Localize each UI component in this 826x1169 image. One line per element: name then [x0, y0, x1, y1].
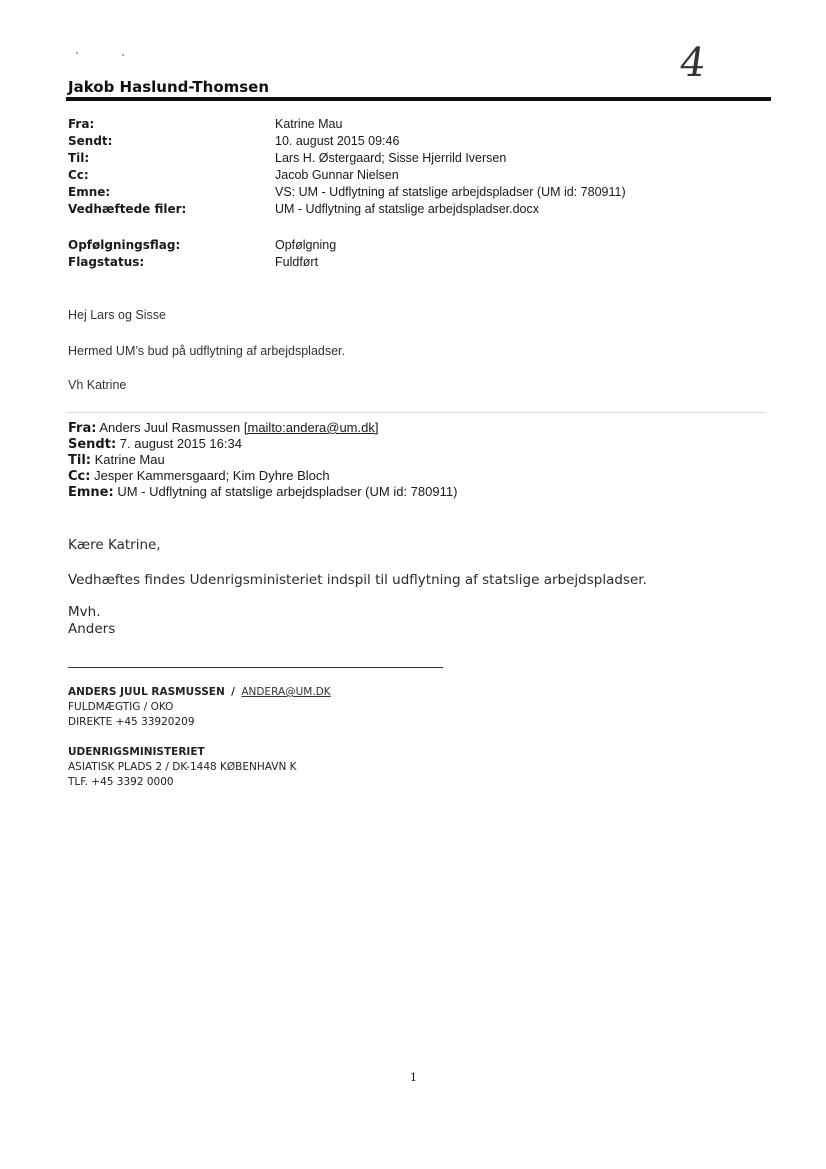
header-value: Opfølgning	[275, 238, 337, 252]
signature-email-link[interactable]: ANDERA@UM.DK	[241, 686, 331, 698]
header-row-cc	[68, 168, 768, 186]
forwarded-label: Sendt:	[68, 437, 117, 452]
signature-name: ANDERS JUUL RASMUSSEN	[68, 686, 225, 698]
signature-title: FULDMÆGTIG / OKO	[68, 701, 174, 713]
forwarded-label: Cc:	[68, 469, 91, 484]
attachment-link[interactable]: UM - Udflytning af statslige arbejdspladser.docx	[275, 202, 540, 216]
message-signoff: Anders	[68, 621, 116, 637]
forwarded-from	[68, 420, 378, 436]
header-row-followup-flag	[68, 238, 768, 256]
message-closing: Mvh.	[68, 604, 101, 620]
forwarded-label: Emne:	[68, 485, 114, 500]
header-value: VS: UM - Udflytning af statslige arbejdspladser (UM id: 780911)	[275, 185, 626, 199]
handwritten-page-mark: 4	[676, 40, 709, 86]
header-row-sent	[68, 134, 768, 152]
header-label: Sendt:	[68, 134, 113, 148]
signature-direct-phone: DIREKTE +45 33920209	[68, 716, 195, 728]
header-row-flag-status	[68, 255, 768, 273]
mailbox-owner-name: Jakob Haslund-Thomsen	[68, 78, 270, 96]
header-label: Vedhæftede filer:	[68, 202, 187, 216]
signature-org-name: UDENRIGSMINISTERIET	[68, 746, 205, 758]
separator	[66, 412, 766, 413]
body-closing: Vh Katrine	[68, 378, 127, 392]
signature-phone: TLF. +45 3392 0000	[68, 776, 174, 788]
forwarded-label: Fra:	[68, 421, 97, 436]
signature-name-row	[68, 686, 331, 698]
header-value: 10. august 2015 09:46	[275, 134, 400, 148]
forwarded-value: UM - Udflytning af statslige arbejdspladser (UM id: 780911)	[117, 484, 458, 499]
header-label: Flagstatus:	[68, 255, 145, 269]
signature-address: ASIATISK PLADS 2 / DK-1448 KØBENHAVN K	[68, 761, 297, 773]
header-value: Katrine Mau	[275, 117, 343, 131]
header-value: Jacob Gunnar Nielsen	[275, 168, 399, 182]
signature-rule	[68, 667, 443, 668]
header-row-to	[68, 151, 768, 169]
forwarded-value: Katrine Mau	[94, 452, 165, 467]
header-value: Fuldført	[275, 255, 319, 269]
body-greeting: Hej Lars og Sisse	[68, 308, 166, 322]
forwarded-value: Jesper Kammersgaard; Kim Dyhre Bloch	[94, 468, 330, 483]
forwarded-sent	[68, 436, 242, 452]
scan-speck	[76, 52, 78, 54]
body-line: Hermed UM’s bud på udflytning af arbejdspladser.	[68, 344, 346, 358]
header-label: Fra:	[68, 117, 95, 131]
forwarded-cc	[68, 468, 330, 484]
message-greeting: Kære Katrine,	[68, 537, 161, 553]
header-value: Lars H. Østergaard; Sisse Hjerrild Iversen	[275, 151, 507, 165]
forwarded-label: Til:	[68, 453, 91, 468]
mailto-link[interactable]: [mailto:andera@um.dk]	[243, 420, 379, 435]
header-label: Opfølgningsflag:	[68, 238, 181, 252]
forwarded-value: 7. august 2015 16:34	[119, 436, 242, 451]
forwarded-to	[68, 452, 165, 468]
header-label: Cc:	[68, 168, 89, 182]
message-text: Vedhæftes findes Udenrigsministeriet indspil til udflytning af statslige arbejdspladser.	[68, 572, 647, 588]
page-number: 1	[410, 1071, 417, 1084]
header-row-subject	[68, 185, 768, 203]
signature-org	[68, 746, 205, 758]
scan-speck	[122, 54, 124, 56]
forwarded-from-name: Anders Juul Rasmussen	[99, 420, 241, 435]
forwarded-subject	[68, 484, 457, 500]
header-row-from	[68, 117, 768, 135]
header-row-attachments	[68, 202, 768, 220]
signature-slash: /	[231, 686, 235, 698]
header-rule	[66, 97, 771, 101]
header-label: Emne:	[68, 185, 111, 199]
header-label: Til:	[68, 151, 90, 165]
